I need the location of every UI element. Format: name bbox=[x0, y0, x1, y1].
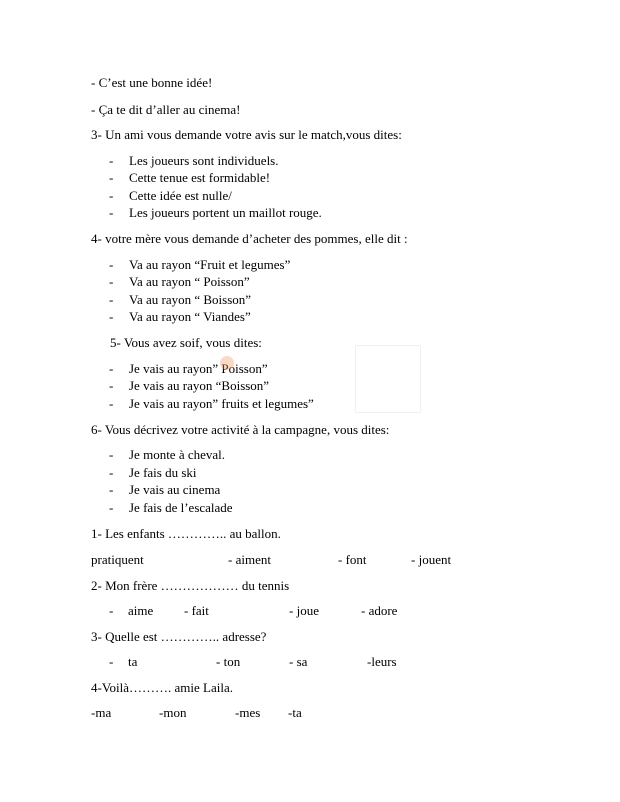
q6-option-text: Je monte à cheval. bbox=[129, 447, 226, 462]
q3-option-text: Cette tenue est formidable! bbox=[129, 170, 271, 185]
orange-smudge bbox=[220, 356, 234, 370]
list-dash: - bbox=[109, 188, 114, 203]
list-dash: - bbox=[109, 274, 114, 289]
ex3-prompt: 3- Quelle est ………….. adresse? bbox=[91, 629, 267, 644]
q6-prompt: 6- Vous décrivez votre activité à la campagne, vous dites: bbox=[91, 422, 390, 437]
list-dash: - bbox=[109, 447, 114, 462]
q4-prompt: 4- votre mère vous demande d’acheter des pommes, elle dit : bbox=[91, 231, 408, 246]
q6-option-text: Je fais du ski bbox=[129, 465, 197, 480]
q4-option-text: Va au rayon “ Boisson” bbox=[129, 292, 252, 307]
q6-option-text: Je fais de l’escalade bbox=[129, 500, 233, 515]
q5-option-text: Je vais au rayon “Boisson” bbox=[129, 378, 270, 393]
intro-line-2: - Ça te dit d’aller au cinema! bbox=[91, 102, 241, 117]
ex4-option: -ma bbox=[91, 705, 112, 720]
list-dash: - bbox=[109, 153, 114, 168]
list-dash: - bbox=[109, 257, 114, 272]
q4-option-text: Va au rayon “ Poisson” bbox=[129, 274, 250, 289]
q3-option-text: Cette idée est nulle/ bbox=[129, 188, 232, 203]
q4-option-text: Va au rayon “ Viandes” bbox=[129, 309, 251, 324]
q4-option-text: Va au rayon “Fruit et legumes” bbox=[129, 257, 291, 272]
list-dash: - bbox=[109, 378, 114, 393]
q6-option-text: Je vais au cinema bbox=[129, 482, 221, 497]
list-dash: - bbox=[109, 465, 114, 480]
ex1-option: - font bbox=[338, 552, 367, 567]
q3-option-text: Les joueurs sont individuels. bbox=[129, 153, 279, 168]
list-dash: - bbox=[109, 205, 114, 220]
ex3-option: -leurs bbox=[367, 654, 397, 669]
ex2-option: aime bbox=[128, 603, 154, 618]
ex2-prompt: 2- Mon frère ……………… du tennis bbox=[91, 578, 290, 593]
intro-line-1: - C’est une bonne idée! bbox=[91, 75, 213, 90]
ex4-prompt: 4-Voilà………. amie Laila. bbox=[91, 680, 234, 695]
list-dash: - bbox=[109, 500, 114, 515]
q5-option-text: Je vais au rayon” Poisson” bbox=[129, 361, 268, 376]
q5-prompt: 5- Vous avez soif, vous dites: bbox=[110, 335, 262, 350]
list-dash: - bbox=[109, 292, 114, 307]
ex1-option: pratiquent bbox=[91, 552, 144, 567]
q5-option-text: Je vais au rayon” fruits et legumes” bbox=[129, 396, 314, 411]
list-dash: - bbox=[109, 603, 114, 618]
ex1-prompt: 1- Les enfants ………….. au ballon. bbox=[91, 526, 281, 541]
ex1-option: - aiment bbox=[228, 552, 271, 567]
list-dash: - bbox=[109, 309, 114, 324]
list-dash: - bbox=[109, 361, 114, 376]
q3-prompt: 3- Un ami vous demande votre avis sur le match,vous dites: bbox=[91, 127, 402, 142]
q3-option-text: Les joueurs portent un maillot rouge. bbox=[129, 205, 322, 220]
list-dash: - bbox=[109, 396, 114, 411]
ex4-option: -ta bbox=[288, 705, 302, 720]
list-dash: - bbox=[109, 170, 114, 185]
ex2-option: - joue bbox=[289, 603, 319, 618]
ex3-option: - sa bbox=[289, 654, 308, 669]
ex4-option: -mes bbox=[235, 705, 261, 720]
ex4-option: -mon bbox=[159, 705, 187, 720]
ex1-option: - jouent bbox=[411, 552, 452, 567]
list-dash: - bbox=[109, 482, 114, 497]
list-dash: - bbox=[109, 654, 114, 669]
faint-watermark-shape bbox=[355, 345, 421, 413]
ex2-option: - fait bbox=[184, 603, 209, 618]
ex3-option: ta bbox=[128, 654, 138, 669]
ex3-option: - ton bbox=[216, 654, 241, 669]
ex2-option: - adore bbox=[361, 603, 398, 618]
